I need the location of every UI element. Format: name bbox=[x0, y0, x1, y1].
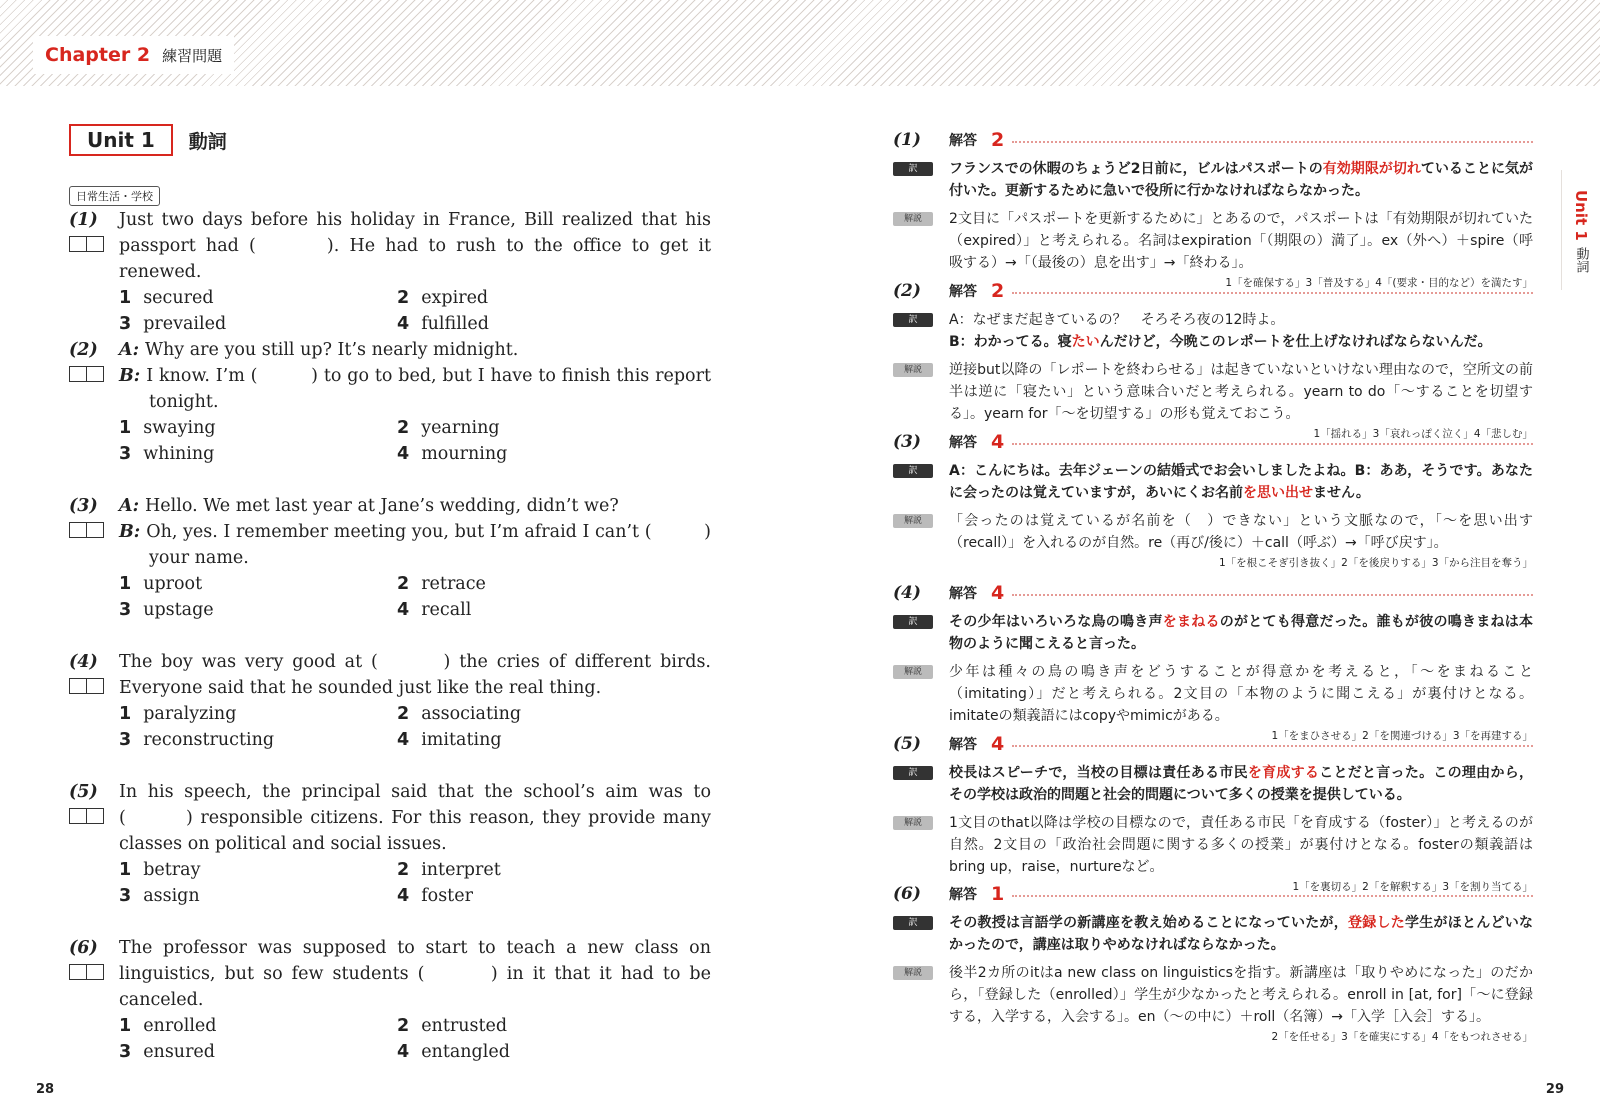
category-badge: 日常生活・学校 bbox=[69, 186, 160, 206]
translation-text bbox=[949, 309, 1492, 353]
answer-checkbox-pair bbox=[69, 366, 104, 382]
translation-segment: ていることに気が付いた。更新するために急いで役所に行かなければならなかった。 bbox=[949, 161, 1534, 199]
translation-text bbox=[949, 762, 1533, 806]
side-unit-number: Unit 1 bbox=[1572, 190, 1590, 241]
check-box[interactable] bbox=[87, 236, 104, 252]
check-box[interactable] bbox=[87, 808, 104, 824]
question-item bbox=[69, 935, 711, 1065]
chapter-label: Chapter 2 bbox=[45, 44, 151, 66]
option-number: 3 bbox=[119, 314, 132, 334]
option-number: 2 bbox=[397, 704, 410, 724]
question-sentence: In his speech, the principal said that the school’s aim was to ( ) responsible citizens. For this reason, they provide many classes on political and social issues. bbox=[119, 782, 711, 854]
speaker-label: A: bbox=[119, 496, 140, 516]
question-text bbox=[119, 649, 711, 701]
answer-header bbox=[893, 882, 1533, 906]
page-number-right: 29 bbox=[1545, 1082, 1564, 1097]
translation-text bbox=[949, 460, 1533, 504]
option-number: 2 bbox=[397, 418, 410, 438]
option-item bbox=[397, 1039, 647, 1065]
question-sentence: Oh, yes. I remember meeting you, but I’m afraid I can’t ( ) your name. bbox=[146, 522, 711, 568]
translation-row bbox=[893, 611, 1533, 655]
option-number: 1 bbox=[119, 860, 132, 880]
answer-block bbox=[893, 430, 1533, 570]
side-unit-title: 動詞 bbox=[1573, 246, 1589, 273]
question-text bbox=[119, 493, 711, 571]
answer-number: (6) bbox=[893, 884, 921, 904]
answer-value: 4 bbox=[991, 431, 1005, 453]
option-item bbox=[397, 441, 647, 467]
explanation-tag: 解説 bbox=[893, 966, 933, 980]
answer-checkbox-pair bbox=[69, 236, 104, 252]
option-number: 4 bbox=[397, 314, 410, 334]
answer-label: 解答 bbox=[949, 435, 977, 451]
unit-title: 動詞 bbox=[188, 130, 227, 153]
check-box[interactable] bbox=[87, 522, 104, 538]
option-number: 1 bbox=[119, 418, 132, 438]
highlighted-phrase: を思い出せ bbox=[1243, 485, 1313, 501]
highlighted-phrase: 有効期限が切れ bbox=[1322, 161, 1421, 177]
option-item bbox=[119, 727, 397, 753]
highlighted-phrase: を育成する bbox=[1247, 765, 1320, 781]
answer-header bbox=[893, 279, 1533, 303]
dotted-rule bbox=[1012, 745, 1533, 747]
question-text bbox=[119, 207, 711, 285]
option-grid bbox=[119, 1013, 711, 1065]
option-item bbox=[397, 857, 647, 883]
answer-header bbox=[893, 581, 1533, 605]
option-item bbox=[119, 1013, 397, 1039]
option-text: assign bbox=[143, 886, 200, 906]
answer-label: 解答 bbox=[949, 133, 977, 149]
option-grid bbox=[119, 701, 711, 753]
option-item bbox=[119, 415, 397, 441]
answer-block bbox=[893, 279, 1533, 441]
option-number: 2 bbox=[397, 288, 410, 308]
chapter-title: 練習問題 bbox=[162, 46, 223, 65]
option-text: uproot bbox=[143, 574, 203, 594]
option-text: reconstructing bbox=[143, 730, 275, 750]
explanation-row bbox=[893, 812, 1533, 878]
question-line bbox=[119, 337, 711, 363]
dotted-rule bbox=[1012, 141, 1533, 143]
explanation-tag: 解説 bbox=[893, 212, 933, 226]
translation-segment: その教授は言語学の新講座を教え始めることになっていたが， bbox=[949, 915, 1348, 931]
option-item bbox=[119, 1039, 397, 1065]
option-number: 3 bbox=[119, 444, 132, 464]
option-item bbox=[119, 597, 397, 623]
question-sentence: Just two days before his holiday in France, Bill realized that his passport had ( ). He had to rush to the office to get it renewed. bbox=[119, 210, 711, 282]
chapter-tag bbox=[33, 36, 234, 74]
explanation-row bbox=[893, 510, 1533, 554]
answer-header bbox=[893, 430, 1533, 454]
answer-label: 解答 bbox=[949, 586, 977, 602]
option-item bbox=[119, 285, 397, 311]
question-sentence: The boy was very good at ( ) the cries of different birds. Everyone said that he sounded just like the real thing. bbox=[119, 652, 711, 698]
dotted-rule bbox=[1012, 292, 1533, 294]
translation-text bbox=[949, 611, 1533, 655]
option-text: ensured bbox=[143, 1042, 215, 1062]
question-line bbox=[119, 935, 711, 1013]
question-sentence: Why are you still up? It’s nearly midnight. bbox=[145, 340, 519, 360]
option-text: swaying bbox=[143, 418, 216, 438]
option-item bbox=[397, 701, 647, 727]
option-text: foster bbox=[421, 886, 473, 906]
translation-segment: A：こんにちは。去年ジェーンの結婚式でお会いしましたよね。 bbox=[949, 463, 1355, 479]
option-text: upstage bbox=[143, 600, 214, 620]
question-text bbox=[119, 337, 711, 415]
option-text: associating bbox=[421, 704, 522, 724]
question-item bbox=[69, 779, 711, 909]
question-line bbox=[119, 207, 711, 285]
check-box[interactable] bbox=[69, 522, 87, 538]
option-item bbox=[397, 727, 647, 753]
answer-value: 2 bbox=[991, 129, 1005, 151]
answer-header bbox=[893, 128, 1533, 152]
option-item bbox=[397, 415, 647, 441]
check-box[interactable] bbox=[69, 964, 87, 980]
translation-tag: 訳 bbox=[893, 615, 933, 629]
option-text: paralyzing bbox=[143, 704, 237, 724]
option-number: 2 bbox=[397, 860, 410, 880]
question-number: (5) bbox=[69, 782, 98, 802]
option-text: imitating bbox=[421, 730, 502, 750]
option-item bbox=[119, 311, 397, 337]
option-text: retrace bbox=[421, 574, 486, 594]
question-line bbox=[119, 519, 711, 571]
answer-value: 4 bbox=[991, 582, 1005, 604]
translation-tag: 訳 bbox=[893, 766, 933, 780]
translation-segment: 校長はスピーチで，当校の目標は責任ある市民 bbox=[949, 765, 1248, 781]
answer-block bbox=[893, 732, 1533, 894]
translation-segment: んだけど，今晩このレポートを仕上げなければならないんだ。 bbox=[1099, 334, 1492, 350]
question-number: (2) bbox=[69, 340, 98, 360]
translation-segment: フランスでの休暇のちょうど2日前に，ビルはパスポートの bbox=[949, 161, 1323, 177]
answer-block bbox=[893, 128, 1533, 290]
option-number: 1 bbox=[119, 288, 132, 308]
question-item bbox=[69, 337, 711, 467]
page-number-left: 28 bbox=[36, 1082, 55, 1097]
option-number: 1 bbox=[119, 574, 132, 594]
answer-checkbox-pair bbox=[69, 808, 104, 824]
distractor-notes: 1「揺れる」3「哀れっぽく泣く」4「悲しむ」 bbox=[1313, 428, 1533, 440]
dotted-rule bbox=[1012, 895, 1533, 897]
translation-segment: A：なぜまだ起きているの？ そろそろ夜の12時よ。 bbox=[949, 312, 1285, 328]
option-number: 4 bbox=[397, 600, 410, 620]
explanation-text: 「会ったのは覚えているが名前を（ ）できない」という文脈なので，「〜を思い出す（recall）」を入れるのが自然。re（再び/後に）＋call（呼ぶ）→「呼び戻す」。 bbox=[949, 513, 1533, 551]
explanation-row bbox=[893, 962, 1533, 1028]
option-item bbox=[119, 701, 397, 727]
explanation-text: 2文目に「パスポートを更新するために」とあるので，パスポートは「有効期限が切れていた（expired）」と考えられる。名詞はexpiration「（期限の）満了」。ex（外へ）＋spire（呼吸する）→「（最後の）息を出す」→「終わる」。 bbox=[949, 211, 1533, 271]
translation-row bbox=[893, 762, 1533, 806]
distractor-notes: 1「をまひさせる」2「を関連づける」3「を再建する」 bbox=[1271, 730, 1533, 742]
answer-label: 解答 bbox=[949, 284, 977, 300]
answer-number: (4) bbox=[893, 583, 921, 603]
option-number: 4 bbox=[397, 1042, 410, 1062]
question-sentence: The professor was supposed to start to teach a new class on linguistics, but so few students ( ) in it that it had to be canceled. bbox=[119, 938, 711, 1010]
explanation-text: 少年は種々の鳥の鳴き声をどうすることが得意かを考えると，「〜をまねること（imitating）」だと考えられる。2文目の「本物のように聞こえる」が裏付けとなる。imitateの類義語にはcopyやmimicがある。 bbox=[949, 664, 1533, 724]
option-number: 3 bbox=[119, 600, 132, 620]
explanation-tag: 解説 bbox=[893, 514, 933, 528]
answer-number: (5) bbox=[893, 734, 921, 754]
option-text: expired bbox=[421, 288, 489, 308]
translation-segment: ません。 bbox=[1313, 485, 1370, 501]
option-item bbox=[397, 311, 647, 337]
option-item bbox=[119, 883, 397, 909]
answer-block bbox=[893, 581, 1533, 743]
answer-label: 解答 bbox=[949, 737, 977, 753]
translation-tag: 訳 bbox=[893, 162, 933, 176]
speaker-label: B: bbox=[119, 366, 141, 386]
distractor-notes: 1「を裏切る」2「を解釈する」3「を割り当てる」 bbox=[1292, 881, 1533, 893]
option-item bbox=[397, 883, 647, 909]
answer-value: 4 bbox=[991, 733, 1005, 755]
option-grid bbox=[119, 285, 711, 337]
unit-heading bbox=[69, 124, 227, 156]
option-text: recall bbox=[421, 600, 472, 620]
translation-segment: のがとても得意だった。誰もが彼の鳴きまねは本物のように聞こえると言った。 bbox=[949, 614, 1533, 652]
option-item bbox=[397, 597, 647, 623]
option-text: yearning bbox=[421, 418, 500, 438]
option-item bbox=[119, 441, 397, 467]
question-number: (6) bbox=[69, 938, 98, 958]
explanation-tag: 解説 bbox=[893, 816, 933, 830]
explanation-tag: 解説 bbox=[893, 363, 933, 377]
option-text: secured bbox=[143, 288, 214, 308]
answer-checkbox-pair bbox=[69, 522, 104, 538]
translation-text bbox=[949, 912, 1533, 956]
option-text: prevailed bbox=[143, 314, 227, 334]
option-text: enrolled bbox=[143, 1016, 217, 1036]
option-number: 4 bbox=[397, 730, 410, 750]
check-box[interactable] bbox=[87, 678, 104, 694]
question-number: (1) bbox=[69, 210, 98, 230]
explanation-text: 逆接but以降の「レポートを終わらせる」は起きていないといけない理由なので，空所文の前半は逆に「寝たい」という意味合いだと考えられる。yearn to do「〜することを切望する」。yearn for「〜を切望する」の形も覚えておこう。 bbox=[949, 362, 1533, 422]
distractor-notes: 1「を根こそぎ引き抜く」2「を後戻りする」3「から注目を奪う」 bbox=[1218, 557, 1533, 569]
answer-checkbox-pair bbox=[69, 678, 104, 694]
answer-number: (1) bbox=[893, 130, 921, 150]
question-item bbox=[69, 649, 711, 753]
option-number: 3 bbox=[119, 886, 132, 906]
check-box[interactable] bbox=[87, 964, 104, 980]
option-text: mourning bbox=[421, 444, 508, 464]
option-grid bbox=[119, 415, 711, 467]
option-text: entrusted bbox=[421, 1016, 508, 1036]
distractor-notes: 2「を任せる」3「を確実にする」4「をもつれさせる」 bbox=[1271, 1031, 1533, 1043]
option-number: 3 bbox=[119, 730, 132, 750]
translation-row bbox=[893, 309, 1533, 353]
question-line bbox=[119, 493, 711, 519]
answer-block bbox=[893, 882, 1533, 1044]
option-number: 4 bbox=[397, 886, 410, 906]
translation-row bbox=[893, 158, 1533, 202]
explanation-row bbox=[893, 359, 1533, 425]
question-line bbox=[119, 649, 711, 701]
question-sentence: Hello. We met last year at Jane’s wedding, didn’t we? bbox=[145, 496, 619, 516]
explanation-row bbox=[893, 208, 1533, 274]
question-text bbox=[119, 779, 711, 857]
unit-label: Unit 1 bbox=[69, 124, 173, 156]
question-line bbox=[119, 363, 711, 415]
option-text: whining bbox=[143, 444, 215, 464]
option-number: 3 bbox=[119, 1042, 132, 1062]
speaker-label: B: bbox=[119, 522, 141, 542]
answer-header bbox=[893, 732, 1533, 756]
option-number: 1 bbox=[119, 704, 132, 724]
explanation-text: 後半2カ所のitはa new class on linguisticsを指す。新講座は「取りやめになった」のだから，「登録した（enrolled）」学生が少なかったと考えられる。enroll in [at, for]「〜に登録する，入学する，入会する」。en（〜の中に）＋roll（名簿）→「入学［入会］する」。 bbox=[949, 965, 1533, 1025]
option-text: betray bbox=[143, 860, 201, 880]
translation-tag: 訳 bbox=[893, 916, 933, 930]
option-item bbox=[397, 1013, 647, 1039]
explanation-row bbox=[893, 661, 1533, 727]
translation-segment: B：わかってる。寝 bbox=[949, 334, 1072, 350]
check-box[interactable] bbox=[69, 678, 87, 694]
header-hatch-band bbox=[0, 0, 1600, 86]
option-number: 1 bbox=[119, 1016, 132, 1036]
translation-segment: B：ああ，そうです。あなたに会ったのは覚えていますが，あいにくお名前 bbox=[949, 463, 1533, 501]
option-grid bbox=[119, 857, 711, 909]
translation-row bbox=[893, 460, 1533, 504]
question-line bbox=[119, 779, 711, 857]
side-unit-label bbox=[1566, 190, 1596, 273]
translation-row bbox=[893, 912, 1533, 956]
speaker-label: A: bbox=[119, 340, 140, 360]
option-number: 4 bbox=[397, 444, 410, 464]
translation-segment: 学生がほとんどいなかったので，講座は取りやめなければならなかった。 bbox=[949, 915, 1533, 953]
answer-number: (2) bbox=[893, 281, 921, 301]
translation-segment: ことだと言った。この理由から，その学校は政治的問題と社会的問題について多くの授業を提供している。 bbox=[949, 765, 1533, 803]
question-item bbox=[69, 493, 711, 623]
option-item bbox=[397, 571, 647, 597]
explanation-text: 1文目のthat以降は学校の目標なので，責任ある市民「を育成する（foster）」と考えるのが自然。2文目の「政治社会問題に関する多くの授業」が裏付けとなる。fosterの類義語はbring up，raise，nurtureなど。 bbox=[949, 815, 1533, 875]
dotted-rule bbox=[1012, 594, 1533, 596]
question-sentence: I know. I’m ( ) to go to bed, but I have to finish this report tonight. bbox=[146, 366, 711, 412]
check-box[interactable] bbox=[69, 366, 87, 382]
translation-tag: 訳 bbox=[893, 464, 933, 478]
option-text: interpret bbox=[421, 860, 501, 880]
highlighted-phrase: たい bbox=[1071, 334, 1100, 350]
question-number: (3) bbox=[69, 496, 98, 516]
translation-segment: その少年はいろいろな鳥の鳴き声 bbox=[949, 614, 1163, 630]
translation-text bbox=[949, 158, 1533, 202]
check-box[interactable] bbox=[87, 366, 104, 382]
option-item bbox=[119, 571, 397, 597]
option-grid bbox=[119, 571, 711, 623]
option-number: 2 bbox=[397, 574, 410, 594]
check-box[interactable] bbox=[69, 808, 87, 824]
option-item bbox=[119, 857, 397, 883]
answer-value: 1 bbox=[991, 883, 1005, 905]
distractor-notes: 1「を確保する」3「普及する」4「(要求・目的など）を満たす」 bbox=[1225, 277, 1533, 289]
option-text: entangled bbox=[421, 1042, 510, 1062]
option-number: 2 bbox=[397, 1016, 410, 1036]
answer-label: 解答 bbox=[949, 887, 977, 903]
explanation-tag: 解説 bbox=[893, 665, 933, 679]
dotted-rule bbox=[1012, 443, 1533, 445]
question-item bbox=[69, 207, 711, 337]
question-text bbox=[119, 935, 711, 1013]
option-text: fulfilled bbox=[421, 314, 489, 334]
check-box[interactable] bbox=[69, 236, 87, 252]
question-number: (4) bbox=[69, 652, 98, 672]
highlighted-phrase: をまねる bbox=[1162, 614, 1220, 630]
translation-tag: 訳 bbox=[893, 313, 933, 327]
answer-number: (3) bbox=[893, 432, 921, 452]
option-item bbox=[397, 285, 647, 311]
answer-value: 2 bbox=[991, 280, 1005, 302]
answer-checkbox-pair bbox=[69, 964, 104, 980]
highlighted-phrase: 登録した bbox=[1348, 915, 1405, 931]
